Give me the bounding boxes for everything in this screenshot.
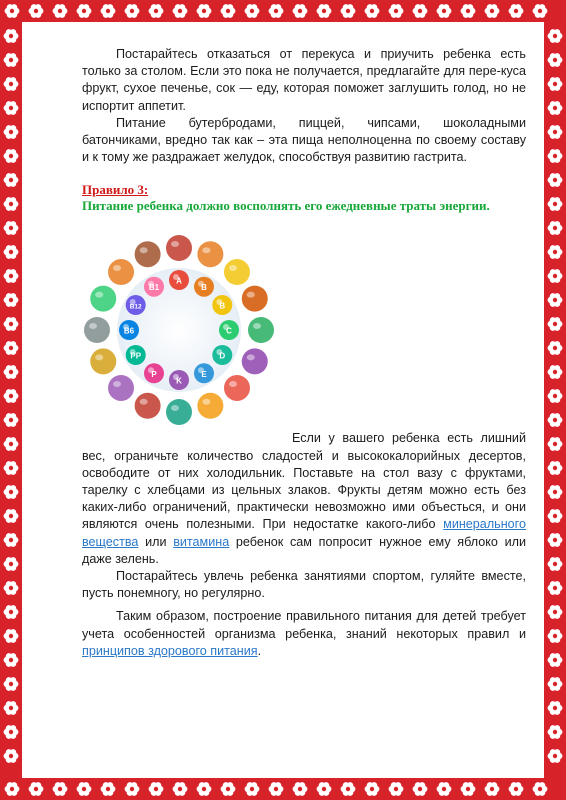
vitamin-label: B6 (123, 326, 135, 336)
food-item (135, 242, 161, 268)
food-item (166, 399, 192, 425)
vitamin-label: PP (130, 351, 142, 361)
vitamin-label: B (201, 283, 207, 293)
vitamin-label: D (219, 351, 226, 361)
paragraph-overweight-end: ребенок сам попросит нужное ему яблоко или даже зелень. (82, 534, 527, 566)
paragraph-snack: Постарайтесь отказаться от перекуса и приучить ребенка есть только за столом. Если это пока не получается, предлагайте для пере-куса фрукт, сухое печенье, сок — еду, которая поможет заглушить голод, но не испортит аппетит. (82, 47, 526, 113)
food-item (248, 317, 274, 343)
rule-text: Питание ребенка должно восполнять его ежедневные траты энергии. (82, 198, 490, 214)
link-mineral[interactable]: минерального вещества (82, 517, 527, 549)
rule-title: Правило 3: (82, 182, 149, 198)
vitamin-label: B1 (148, 283, 160, 293)
food-item (108, 259, 134, 285)
document-body (82, 46, 526, 660)
paragraph-conclusion-text: Таким образом, построение правильного питания для детей требует учета особенностей организма ребенка, знаний некоторых правил и (82, 609, 526, 641)
food-item (197, 242, 223, 268)
vitamin-label: B (219, 301, 226, 311)
food-item (90, 286, 116, 312)
link-vitamin[interactable]: витамина (173, 534, 230, 549)
vitamin-wheel-image (79, 230, 279, 430)
vitamin-label: K (176, 376, 182, 386)
paragraph-conclusion (82, 608, 526, 660)
food-item (108, 375, 134, 401)
vitamin-label: P (151, 370, 157, 380)
paragraph-overweight (82, 430, 526, 568)
vitamin-label: A (176, 276, 182, 286)
vitamin-figure (82, 230, 526, 430)
food-item (242, 349, 268, 375)
paragraph-conclusion-end: . (257, 643, 262, 658)
paragraph-sport: Постарайтесь увлечь ребенка занятиями спортом, гуляйте вместе, пусть понемногу, но регулярно. (82, 569, 526, 601)
paragraph-overweight-text: Если у вашего ребенка есть лишний вес, ограничьте количество сладостей и высококалорийных десертов, освободите от них холодильник. Поставьте на стол вазу с фруктами, тарелку с хлебцами из цельных злаков. Фрукты детям можно есть без каких-либо ограничений, практически невозможно ими объесться, и они являются очень полезными. При недостатке какого-либо (82, 431, 526, 532)
food-item (135, 393, 161, 419)
paragraph-junk-food: Питание бутербродами, пиццей, чипсами, шоколадными батончиками, вредно так как – эта пища неполноценна по своему составу и к тому же раздражает желудок, способствуя развитию гастрита. (82, 115, 526, 165)
food-item (166, 235, 192, 261)
food-item (224, 259, 250, 285)
food-item (224, 375, 250, 401)
vitamin-label: E (201, 370, 207, 380)
vitamin-label: B12 (129, 303, 142, 311)
food-item (242, 286, 268, 312)
food-item (90, 349, 116, 375)
vitamin-label: C (226, 326, 232, 336)
word-or: или (145, 534, 167, 549)
food-item (84, 317, 110, 343)
food-item (197, 393, 223, 419)
link-healthy-principles[interactable]: принципов здорового питания (82, 643, 258, 658)
